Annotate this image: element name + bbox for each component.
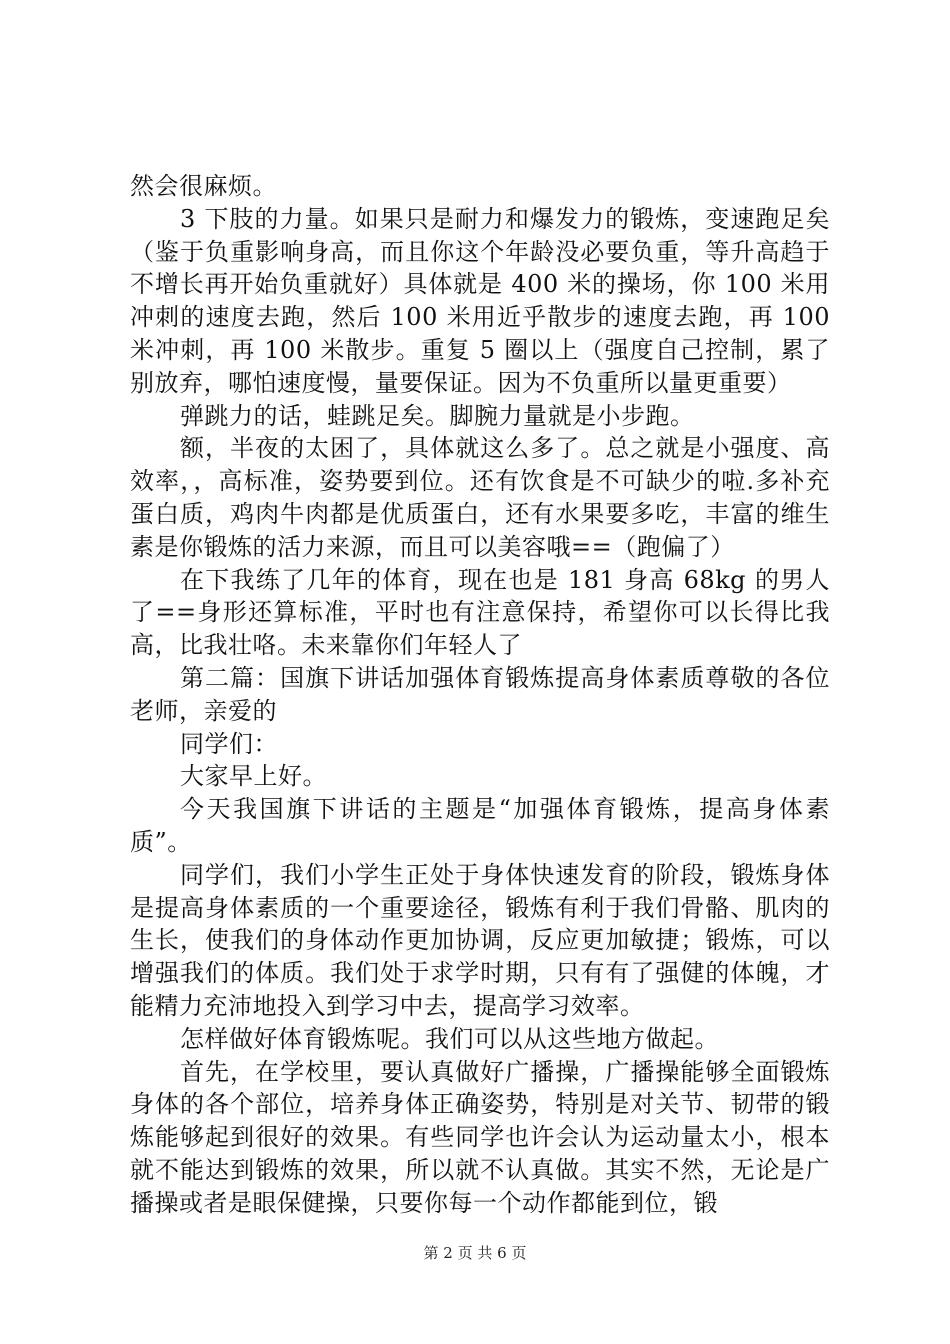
section-heading-second-article: 第二篇：国旗下讲话加强体育锻炼提高身体素质尊敬的各位老师，亲爱的 (130, 663, 830, 725)
paragraph-lower-limb-strength: 3 下肢的力量。如果只是耐力和爆发力的锻炼，变速跑足矣（鉴于负重影响身高，而且你这个年龄没必要负重，等升高趋于不增长再开始负重就好）具体就是 400 米的操场，你 100 米用冲刺的速度去跑，然后 100 米用近乎散步的速度去跑，再 100 米冲刺，再 100 米散步。重复 5 圈以上（强度自己控制，累了别放弃，哪怕速度慢，量要保证。因为不负重所以量更重要） (130, 204, 830, 397)
paragraph-personal-note: 在下我练了几年的体育，现在也是 181 身高 68kg 的男人了==身形还算标准，平时也有注意保持，希望你可以长得比我高，比我壮咯。未来靠你们年轻人了 (130, 565, 830, 660)
page-number-footer: 第 2 页 共 6 页 (423, 1244, 527, 1262)
paragraph-speech-theme: 今天我国旗下讲话的主题是“加强体育锻炼，提高身体素质”。 (130, 795, 830, 856)
document-body (130, 170, 830, 1220)
paragraph-importance: 同学们，我们小学生正处于身体快速发育的阶段，锻炼身体是提高身体素质的一个重要途径，锻炼有利于我们骨骼、肌肉的生长，使我们的身体动作更加协调，反应更加敏捷；锻炼，可以增强我们的体质。我们处于求学时期，只有有了强健的体魄，才能精力充沛地投入到学习中去，提高学习效率。 (130, 860, 830, 1020)
paragraph-first-step: 首先，在学校里，要认真做好广播操，广播操能够全面锻炼身体的各个部位，培养身体正确姿势，特别是对关节、韧带的锻炼能够起到很好的效果。有些同学也许会认为运动量太小，根本就不能达到锻炼的效果，所以就不认真做。其实不然，无论是广播操或者是眼保健操，只要你每一个动作都能到位，锻 (130, 1057, 830, 1217)
paragraph-jumping: 弹跳力的话，蛙跳足矣。脚腕力量就是小步跑。 (180, 401, 695, 430)
paragraph-continuation: 然会很麻烦。 (130, 172, 277, 200)
paragraph-how-to: 怎样做好体育锻炼呢。我们可以从这些地方做起。 (180, 1024, 719, 1053)
paragraph-greeting: 大家早上好。 (180, 762, 327, 791)
paragraph-diet: 额，半夜的太困了，具体就这么多了。总之就是小强度、高效率，，高标准，姿势要到位。还有饮食是不可缺少的啦.多补充蛋白质，鸡肉牛肉都是优质蛋白，还有水果要多吃，丰富的维生素是你锻炼的活力来源，而且可以美容哦==（跑偏了） (130, 434, 830, 561)
paragraph-salutation: 同学们： (180, 729, 278, 758)
